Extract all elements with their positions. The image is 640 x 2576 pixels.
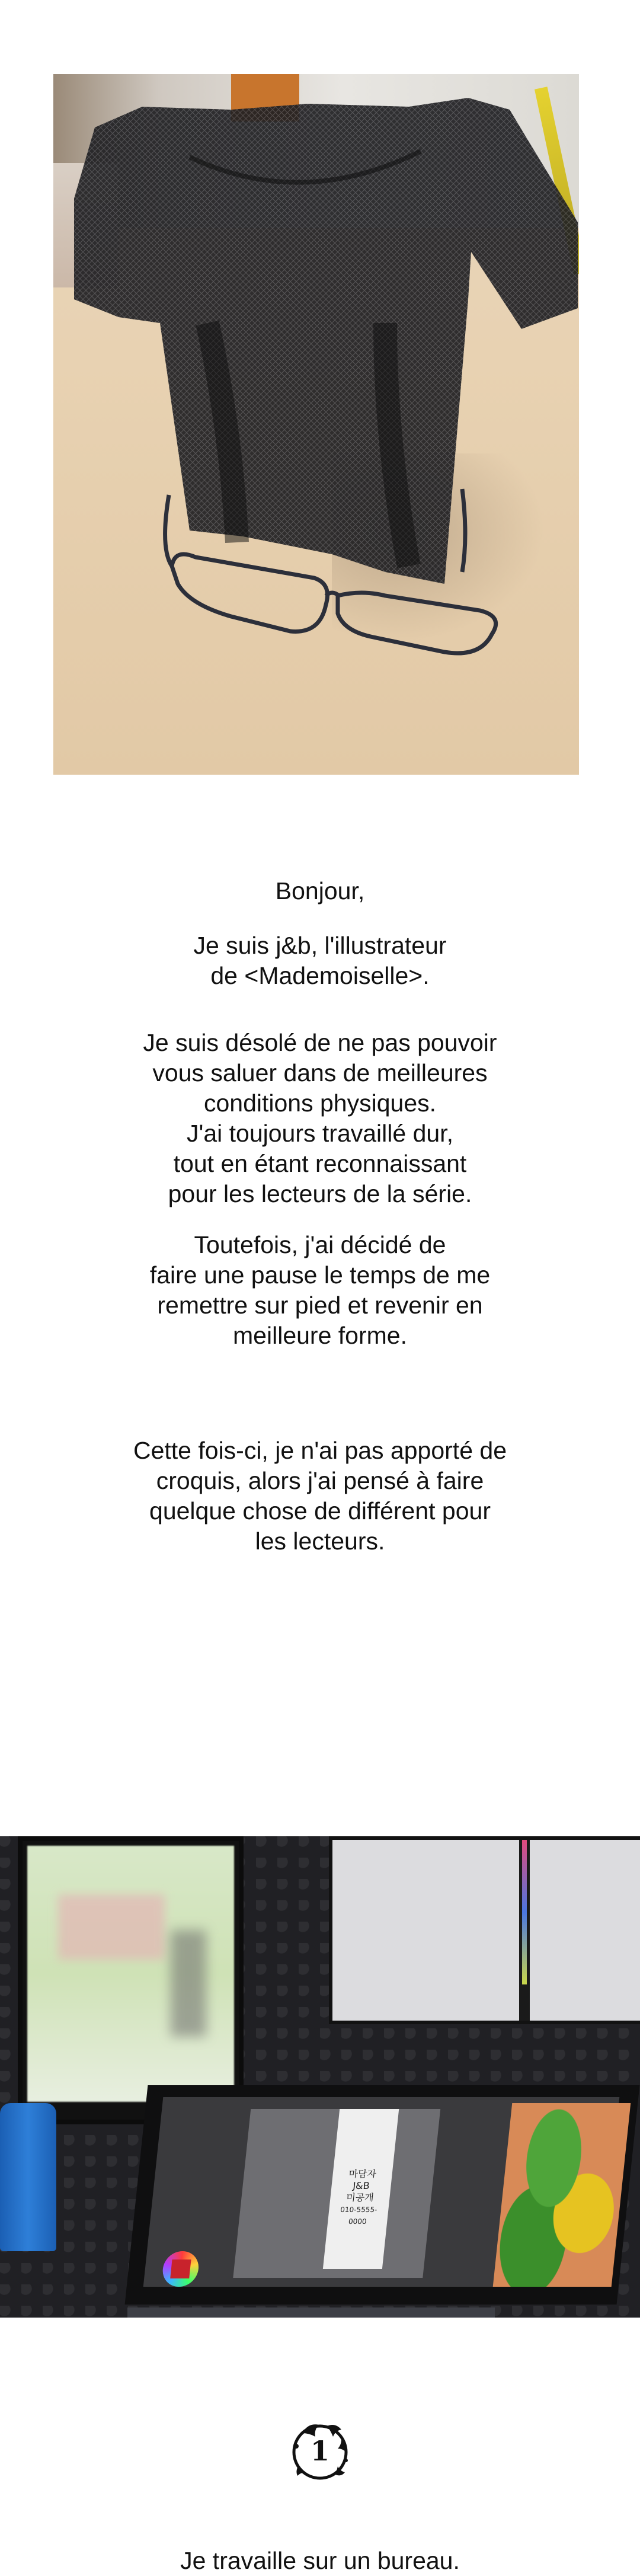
- drawing-tablet: [125, 2085, 640, 2305]
- blurred-window: [58, 1894, 165, 1960]
- pause-text: Toutefois, j'ai décidé de faire une pause le temps de me remettre sur pied et revenir en meilleure forme.: [149, 1231, 491, 1349]
- greeting-text: Bonjour,: [275, 877, 365, 905]
- note-line: 마담자: [348, 2168, 377, 2179]
- palm-leaf-artwork: [493, 2103, 631, 2287]
- section-caption: Je travaille sur un bureau.: [180, 2547, 460, 2574]
- note-line: 010-5555-: [340, 2206, 378, 2214]
- right-monitor: [329, 1836, 640, 2024]
- note-line: 미공개: [345, 2192, 375, 2203]
- left-monitor: [18, 1836, 244, 2124]
- tablet-screen: [143, 2097, 620, 2287]
- water-bottle: [0, 2103, 56, 2251]
- apology-text: Je suis désolé de ne pas pouvoir vous saluer dans de meilleures conditions physiques. J'ai toujours travaillé dur, tout en étant reconnaissant pour les lecteurs de la série.: [143, 1029, 497, 1207]
- glasses-under-mesh-photo: [53, 74, 579, 775]
- identity-text: Je suis j&b, l'illustrateur de <Mademoiselle>.: [193, 932, 447, 989]
- color-strip: [522, 1840, 527, 1984]
- croquis-text: Cette fois-ci, je n'ai pas apporté de croquis, alors j'ai pensé à faire quelque chose de différent pour les lecteurs.: [133, 1437, 507, 1555]
- blurred-window: [171, 1930, 206, 2037]
- keyboard: [127, 2307, 495, 2318]
- mesh-shirt-illustration: [53, 74, 579, 775]
- color-wheel-icon: [161, 2251, 200, 2287]
- floral-wreath-icon: [284, 2415, 356, 2486]
- note-line: 0000: [348, 2217, 367, 2226]
- note-line: J&B: [352, 2180, 370, 2191]
- desk-setup-photo: [0, 1836, 640, 2318]
- section-number: 1: [310, 2435, 329, 2467]
